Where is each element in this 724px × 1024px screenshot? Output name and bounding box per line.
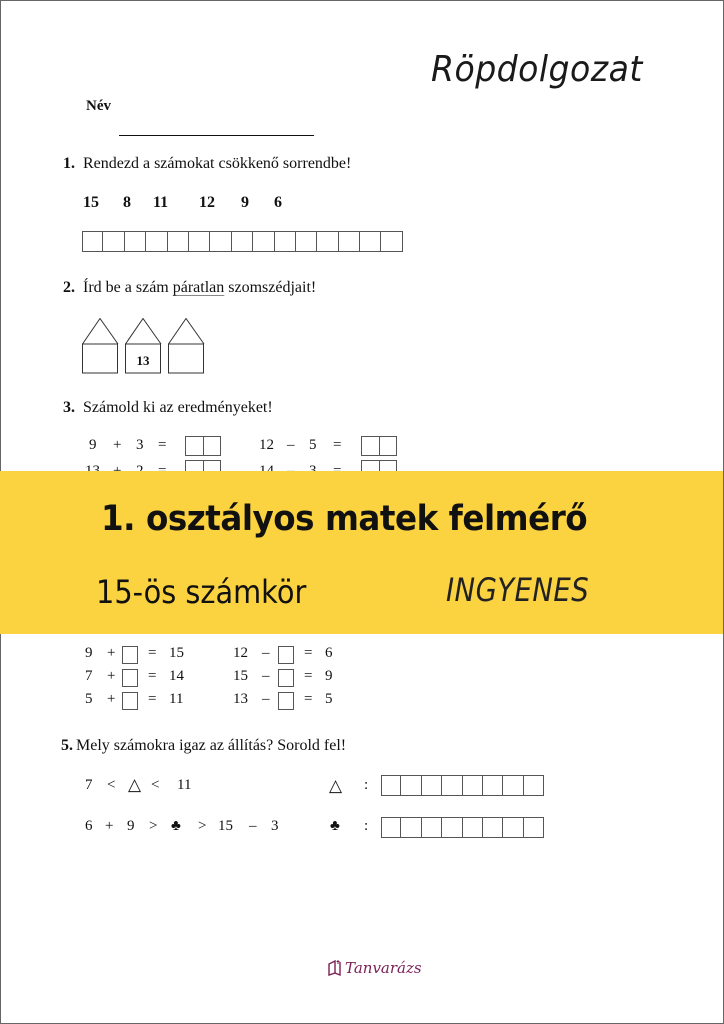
operand: 7 <box>85 777 93 793</box>
answer-box[interactable] <box>317 231 338 252</box>
answer-box[interactable] <box>122 669 138 687</box>
answer-box[interactable] <box>339 231 360 252</box>
number: 11 <box>153 194 169 211</box>
answer-box[interactable] <box>189 231 210 252</box>
answer-box[interactable] <box>103 231 124 252</box>
result: 14 <box>169 668 184 684</box>
banner-subtitle: 15-ös számkör <box>96 573 307 611</box>
question-text: Mely számokra igaz az állítás? Sorold fel! <box>76 737 347 754</box>
answer-box[interactable] <box>296 231 317 252</box>
answer-box[interactable] <box>381 817 401 838</box>
operator: + <box>107 691 116 707</box>
free-badge: INGYENES <box>446 571 590 609</box>
equation-row <box>1 645 724 665</box>
answer-box[interactable] <box>278 669 294 687</box>
equals-sign: = <box>148 668 157 684</box>
operand: 5 <box>85 691 93 707</box>
operator: + <box>107 645 116 661</box>
answer-box[interactable] <box>442 817 462 838</box>
question-2 <box>63 279 316 297</box>
answer-box[interactable] <box>278 692 294 710</box>
result: 6 <box>325 645 333 661</box>
operator: > <box>198 818 207 834</box>
operand: 15 <box>233 668 248 684</box>
equals-sign: = <box>304 691 313 707</box>
answer-box[interactable] <box>185 436 221 456</box>
operand: 11 <box>177 777 192 793</box>
operand: 3 <box>271 818 279 834</box>
answer-box[interactable] <box>82 231 103 252</box>
result: 5 <box>325 691 333 707</box>
equals-sign: = <box>304 668 313 684</box>
question-number: 5. <box>61 737 73 754</box>
answer-box[interactable] <box>401 775 421 796</box>
number: 8 <box>123 194 131 211</box>
operand: 9 <box>85 645 93 661</box>
question-text: Számold ki az eredményeket! <box>83 399 273 416</box>
house-left[interactable] <box>82 318 118 374</box>
operator: – <box>249 818 257 834</box>
answer-box[interactable] <box>503 775 523 796</box>
triangle-icon: △ <box>128 775 142 794</box>
tanvarazs-logo[interactable] <box>327 959 422 977</box>
operator: > <box>149 818 158 834</box>
question-text: Rendezd a számokat csökkenő sorrendbe! <box>83 155 352 172</box>
answer-box[interactable] <box>278 646 294 664</box>
answer-box[interactable] <box>422 775 442 796</box>
operand: 15 <box>218 818 233 834</box>
house-right[interactable] <box>168 318 204 374</box>
question-text: Írd be a szám <box>83 279 173 296</box>
answer-box[interactable] <box>483 817 503 838</box>
equals-sign: = <box>148 691 157 707</box>
operand: 6 <box>85 818 93 834</box>
house-middle <box>125 318 161 374</box>
answer-box[interactable] <box>463 775 483 796</box>
question-1 <box>63 155 351 173</box>
operator: + <box>105 818 114 834</box>
answer-box[interactable] <box>125 231 146 252</box>
operand: 9 <box>89 437 97 453</box>
answer-box[interactable] <box>422 817 442 838</box>
promo-banner <box>0 471 723 634</box>
answer-box[interactable] <box>524 775 544 796</box>
number: 6 <box>274 194 282 211</box>
operand: 3 <box>136 437 144 453</box>
answer-box[interactable] <box>483 775 503 796</box>
triangle-answer-boxes[interactable] <box>381 775 544 796</box>
equation-row <box>1 668 724 688</box>
answer-box[interactable] <box>361 436 397 456</box>
answer-box[interactable] <box>503 817 523 838</box>
answer-box[interactable] <box>253 231 274 252</box>
answer-box[interactable] <box>401 817 421 838</box>
triangle-icon: △ <box>329 776 343 795</box>
sort-answer-boxes[interactable] <box>82 231 403 252</box>
answer-box[interactable] <box>232 231 253 252</box>
number: 15 <box>83 194 99 211</box>
banner-title: 1. osztályos matek felmérő <box>101 499 588 539</box>
operand: 12 <box>233 645 248 661</box>
inequality-row-club <box>1 818 724 840</box>
operator: – <box>287 437 295 453</box>
operand: 9 <box>127 818 135 834</box>
name-label: Név <box>86 98 111 114</box>
answer-box[interactable] <box>168 231 189 252</box>
question-3 <box>63 399 273 417</box>
question-number: 2. <box>63 279 75 296</box>
question-number: 3. <box>63 399 75 416</box>
club-answer-boxes[interactable] <box>381 817 544 838</box>
answer-box[interactable] <box>442 775 462 796</box>
answer-box[interactable] <box>524 817 544 838</box>
operator: < <box>151 777 160 793</box>
result: 9 <box>325 668 333 684</box>
equation-row <box>1 437 724 457</box>
logo-text: Tanvarázs <box>345 959 422 977</box>
house-icon <box>168 318 205 374</box>
operator: + <box>113 437 122 453</box>
answer-box[interactable] <box>381 775 401 796</box>
operator: – <box>262 691 270 707</box>
operand: 5 <box>309 437 317 453</box>
name-field-line[interactable] <box>119 135 314 136</box>
club-icon: ♣ <box>171 818 181 834</box>
equals-sign: = <box>333 437 342 453</box>
answer-box[interactable] <box>122 692 138 710</box>
result: 15 <box>169 645 184 661</box>
question-number: 1. <box>63 155 75 172</box>
answer-box[interactable] <box>122 646 138 664</box>
number: 9 <box>241 194 249 211</box>
answer-box[interactable] <box>275 231 296 252</box>
open-book-icon <box>327 959 343 977</box>
operator: – <box>262 668 270 684</box>
equals-sign: = <box>158 437 167 453</box>
question-5 <box>61 737 346 755</box>
answer-box[interactable] <box>360 231 381 252</box>
operator: < <box>107 777 116 793</box>
equals-sign: = <box>148 645 157 661</box>
underlined-word: páratlan <box>172 279 225 296</box>
equation-row <box>1 691 724 711</box>
question-text: szomszédjait! <box>224 279 317 296</box>
house-icon <box>82 318 119 374</box>
operand: 12 <box>259 437 274 453</box>
answer-box[interactable] <box>381 231 402 252</box>
number: 12 <box>199 194 215 211</box>
result: 11 <box>169 691 184 707</box>
equals-sign: = <box>304 645 313 661</box>
inequality-row-triangle <box>1 777 724 799</box>
page-title: Röpdolgozat <box>431 49 643 90</box>
club-icon: ♣ <box>330 818 340 834</box>
colon: : <box>364 818 369 834</box>
operand: 13 <box>233 691 248 707</box>
operand: 7 <box>85 668 93 684</box>
answer-box[interactable] <box>210 231 231 252</box>
colon: : <box>364 777 369 793</box>
house-number: 13 <box>136 353 150 368</box>
answer-box[interactable] <box>463 817 483 838</box>
operator: + <box>107 668 116 684</box>
operator: – <box>262 645 270 661</box>
answer-box[interactable] <box>146 231 167 252</box>
